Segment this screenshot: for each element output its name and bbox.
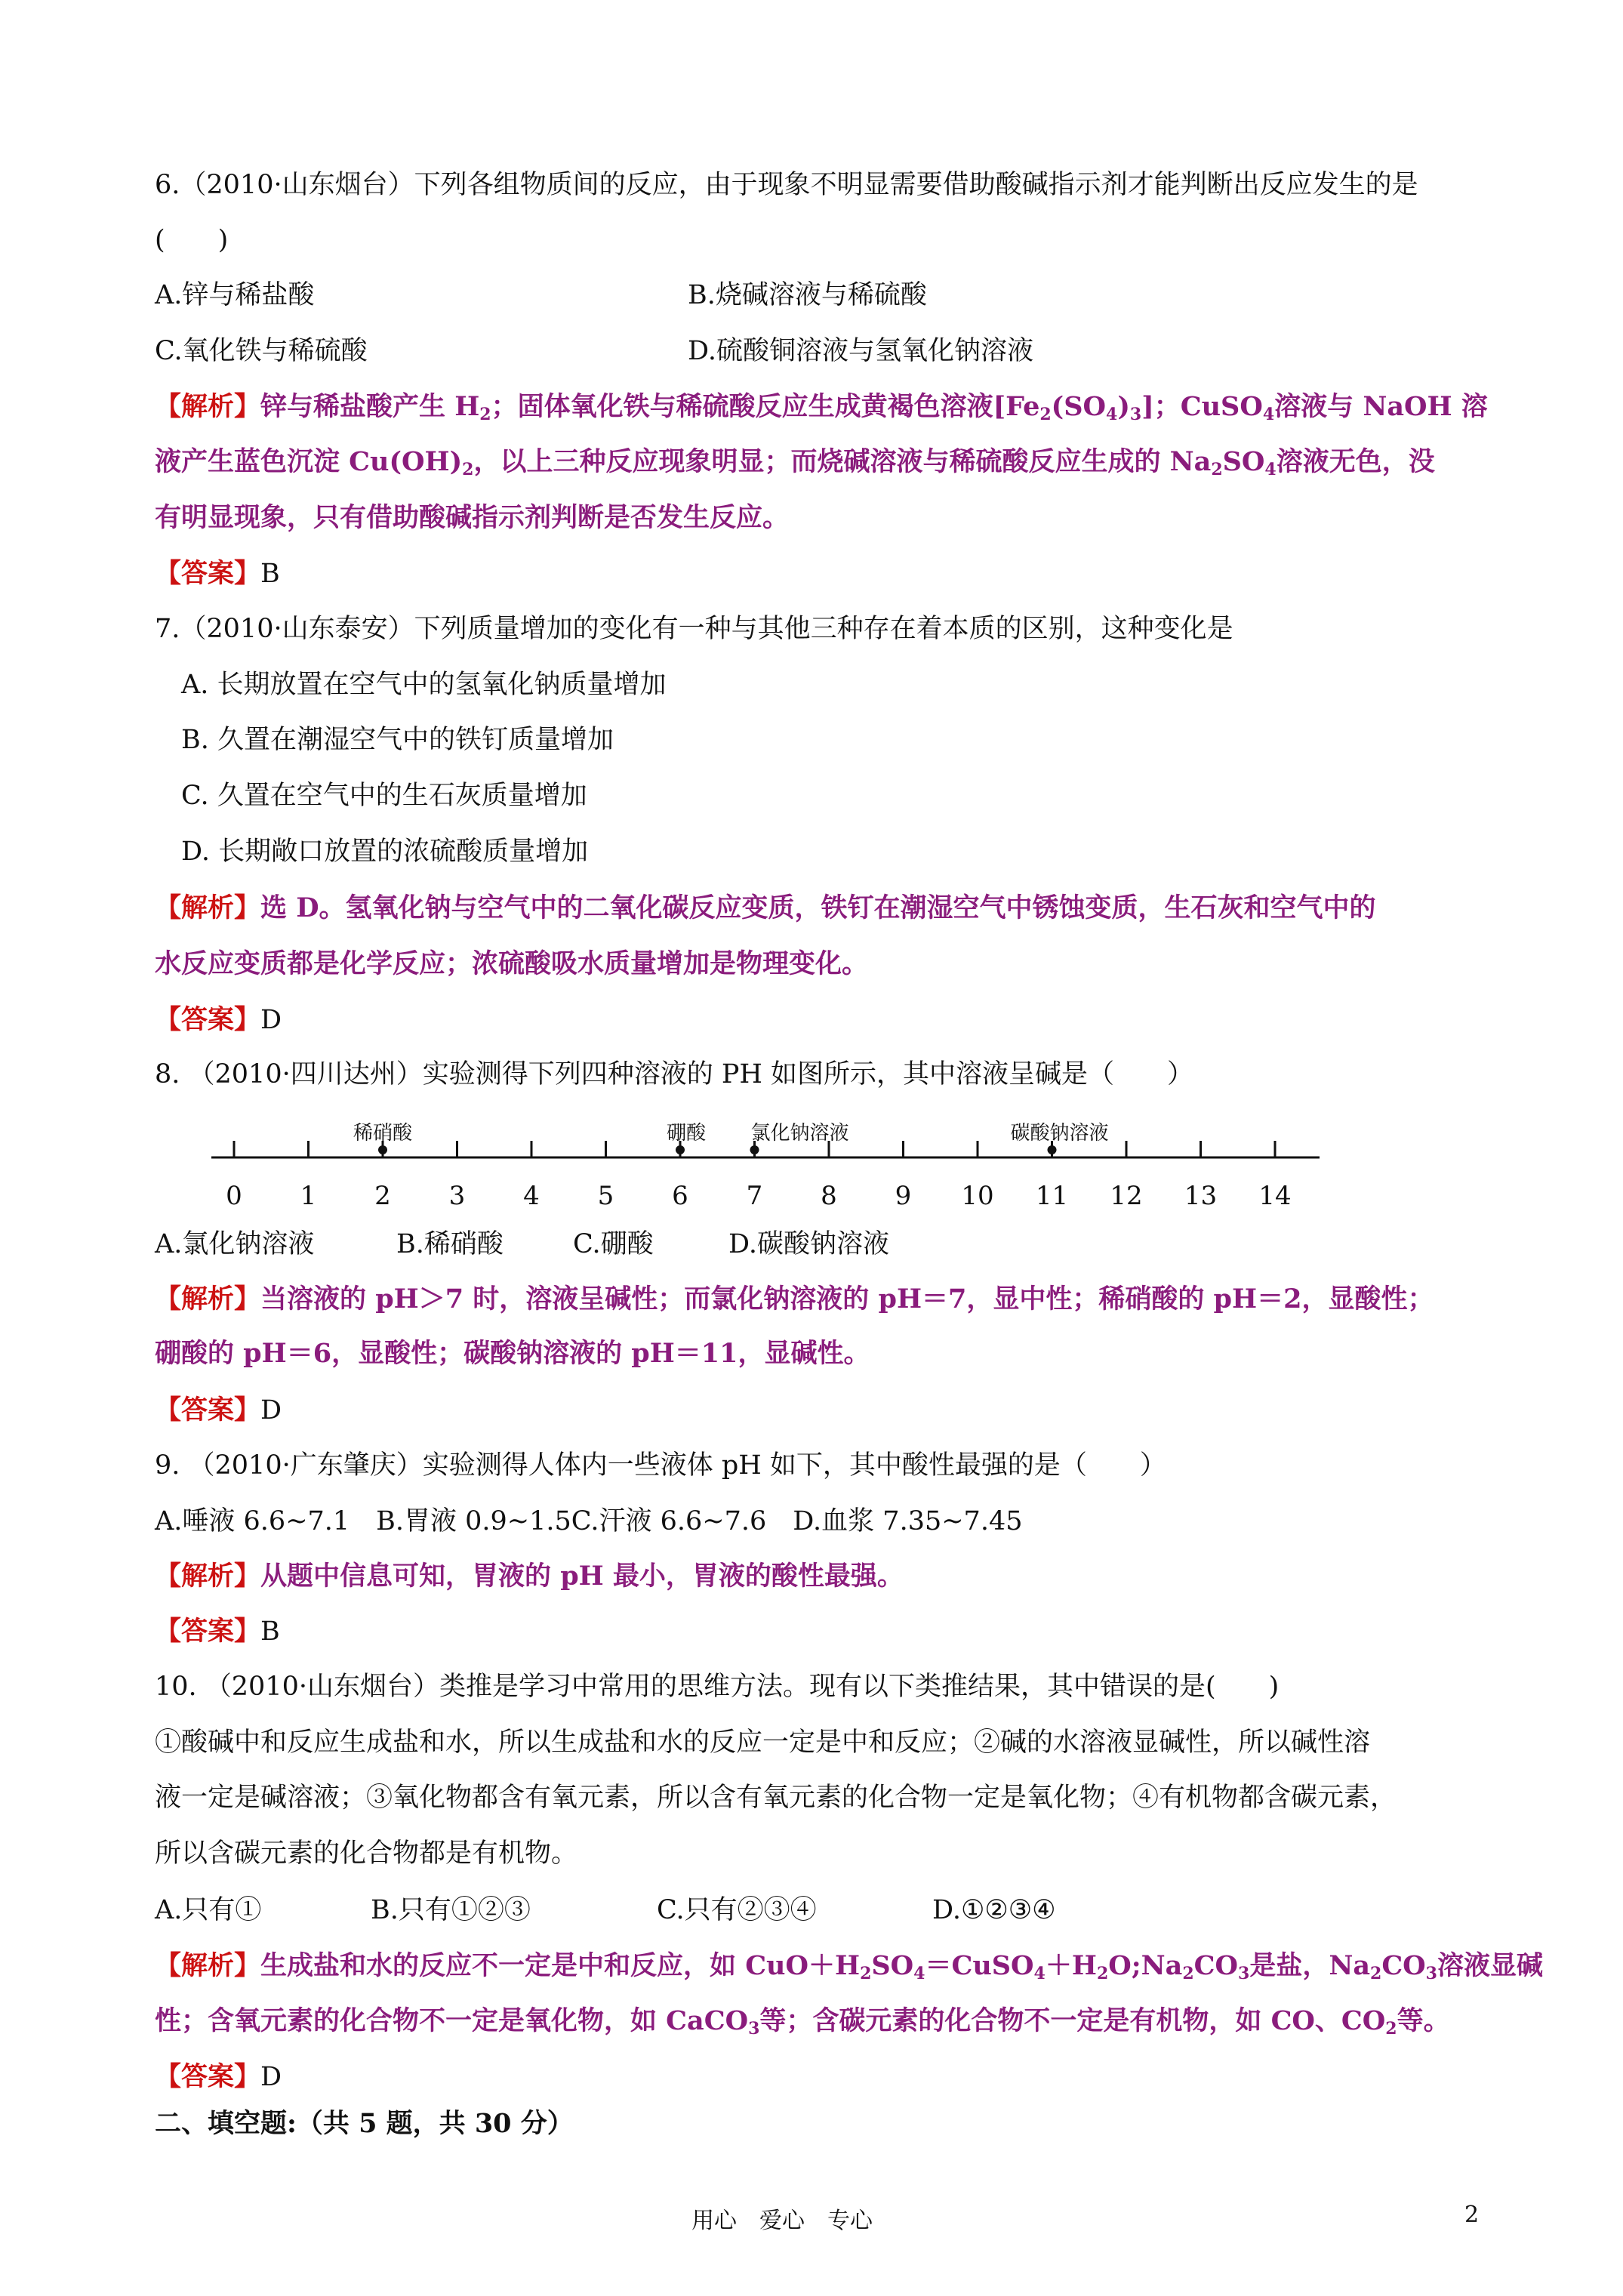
- q6-option-a: A.锌与稀盐酸: [155, 280, 315, 310]
- q7-option-d: D. 长期敞口放置的浓硫酸质量增加: [181, 837, 589, 867]
- ph-tick-label: 12: [1110, 1181, 1143, 1211]
- ph-marker-dot: [676, 1145, 685, 1154]
- ph-tick-label: 14: [1258, 1181, 1292, 1211]
- ph-marker-label: 碳酸钠溶液: [1010, 1122, 1109, 1145]
- analysis-tag: 【解析】: [155, 391, 261, 422]
- q6-answer: 【答案】B: [155, 558, 280, 589]
- q10-stem: 10. （2010·山东烟台）类推是学习中常用的思维方法。现有以下类推结果，其中错误的是( ): [155, 1672, 1280, 1702]
- ph-marker-label: 硼酸: [666, 1122, 707, 1145]
- q10-option-a: A.只有①: [155, 1895, 262, 1925]
- ph-tick-label: 6: [672, 1181, 688, 1211]
- ph-tick-label: 13: [1184, 1181, 1218, 1211]
- ph-tick-label: 7: [746, 1181, 763, 1211]
- q6-option-d: D.硫酸铜溶液与氢氧化钠溶液: [688, 336, 1033, 366]
- footer-motto: 用心 爱心 专心: [691, 2208, 873, 2234]
- q6-stem: 6.（2010·山东烟台）下列各组物质间的反应，由于现象不明显需要借助酸碱指示剂才能判断出反应发生的是: [155, 170, 1418, 200]
- q8-analysis-line2: 硼酸的 pH＝6，显酸性；碳酸钠溶液的 pH＝11，显碱性。: [155, 1338, 870, 1369]
- q10-answer: 【答案】D: [155, 2061, 282, 2092]
- q6-analysis-line1: 【解析】锌与稀盐酸产生 $H_2$；固体氧化铁与稀硫酸反应生成黄褐色溶液$[Fe_2(SO_4)_3]$；CuSO$_4$溶液与 NaOH 溶: [155, 391, 1488, 424]
- q10-analysis-line2: 性；含氧元素的化合物不一定是氧化物，如 CaCO$_3$等；含碳元素的化合物不一定是有机物，如 CO、$CO_2$等。: [155, 2005, 1450, 2039]
- ph-tick-label: 1: [300, 1181, 317, 1211]
- ph-tick-label: 4: [523, 1181, 540, 1211]
- q9-options: A.唾液 6.6~7.1 B.胃液 0.9~1.5C.汗液 6.6~7.6 D.血浆 7.35~7.45: [155, 1506, 1023, 1536]
- q7-stem: 7.（2010·山东泰安）下列质量增加的变化有一种与其他三种存在着本质的区别，这种变化是: [155, 614, 1233, 644]
- q10-analysis-line1: 【解析】生成盐和水的反应不一定是中和反应，如 $CuO+H_2SO_4=CuSO_4+H_2O;Na_2CO_3$是盐，$Na_2CO_3$溶液显碱: [155, 1950, 1543, 1983]
- q6-bracket: ( ): [155, 225, 229, 255]
- q10-option-b: B.只有①②③: [371, 1895, 531, 1925]
- ph-markers: [353, 1122, 1109, 1154]
- q9-answer: 【答案】B: [155, 1616, 280, 1647]
- q10-option-d: D.①②③④: [932, 1895, 1056, 1925]
- q9-analysis-line1: 【解析】从题中信息可知，胃液的 pH 最小，胃液的酸性最强。: [155, 1561, 904, 1592]
- ph-tick-label: 8: [821, 1181, 837, 1211]
- q6-analysis-line3: 有明显现象，只有借助酸碱指示剂判断是否发生反应。: [155, 502, 790, 533]
- ph-tick-label: 10: [961, 1181, 994, 1211]
- ph-tick-label: 9: [895, 1181, 912, 1211]
- q6-analysis-line2: 液产生蓝色沉淀 $Cu(OH)_2$，以上三种反应现象明显；而烧碱溶液与稀硫酸反应生成的 $Na_2SO_4$溶液无色，没: [155, 446, 1435, 479]
- q7-option-a: A. 长期放置在空气中的氢氧化钠质量增加: [181, 670, 667, 700]
- ph-marker-dot: [378, 1145, 387, 1154]
- q7-answer: 【答案】D: [155, 1004, 282, 1035]
- q8-option-b: B.稀硝酸: [396, 1229, 504, 1259]
- q8-answer: 【答案】D: [155, 1395, 282, 1425]
- page-number: 2: [1464, 2202, 1480, 2228]
- q10-stem-line3: 液一定是碱溶液；③氧化物都含有氧元素，所以含有氧元素的化合物一定是氧化物；④有机物都含碳元素，: [155, 1783, 1397, 1813]
- q10-option-c: C.只有②③④: [657, 1895, 817, 1925]
- ph-tick-label: 5: [597, 1181, 614, 1211]
- ph-marker-dot: [750, 1145, 759, 1154]
- q8-option-a: A.氯化钠溶液: [155, 1229, 315, 1259]
- q8-stem: 8. （2010·四川达州）实验测得下列四种溶液的 PH 如图所示，其中溶液呈碱是（ ）: [155, 1059, 1194, 1089]
- q10-stem-line2: ①酸碱中和反应生成盐和水，所以生成盐和水的反应一定是中和反应；②碱的水溶液显碱性，所以碱性溶: [155, 1727, 1371, 1758]
- q8-option-d: D.碳酸钠溶液: [728, 1229, 889, 1259]
- q6-option-b: B.烧碱溶液与稀硫酸: [688, 280, 927, 310]
- ph-marker-dot: [1048, 1145, 1057, 1154]
- section-title: 二、填空题:（共 5 题，共 30 分）: [155, 2108, 574, 2139]
- q7-analysis-line1: 【解析】选 D。氢氧化钠与空气中的二氧化碳反应变质，铁钉在潮湿空气中锈蚀变质，生石灰和空气中的: [155, 892, 1376, 923]
- ph-tick-label: 3: [448, 1181, 466, 1211]
- ph-tick-label: 11: [1035, 1181, 1069, 1211]
- ph-tick-label: 0: [226, 1181, 242, 1211]
- q8-analysis-line1: 【解析】当溶液的 pH＞7 时，溶液呈碱性；而氯化钠溶液的 pH＝7，显中性；稀硝酸的 pH＝2，显酸性；: [155, 1284, 1434, 1314]
- ph-tick-label: 2: [374, 1181, 391, 1211]
- q7-analysis-line2: 水反应变质都是化学反应；浓硫酸吸水质量增加是物理变化。: [155, 948, 869, 979]
- q10-stem-line4: 所以含碳元素的化合物都是有机物。: [155, 1838, 578, 1869]
- q8-option-c: C.硼酸: [573, 1229, 654, 1259]
- ph-marker-label: 稀硝酸: [353, 1122, 413, 1145]
- q7-option-b: B. 久置在潮湿空气中的铁钉质量增加: [181, 725, 614, 755]
- q7-option-c: C. 久置在空气中的生石灰质量增加: [181, 781, 587, 811]
- ph-marker-label: 氯化钠溶液: [750, 1122, 849, 1145]
- q6-option-c: C.氧化铁与稀硫酸: [155, 336, 368, 366]
- q9-stem: 9. （2010·广东肇庆）实验测得人体内一些液体 pH 如下，其中酸性最强的是（ ）: [155, 1450, 1166, 1481]
